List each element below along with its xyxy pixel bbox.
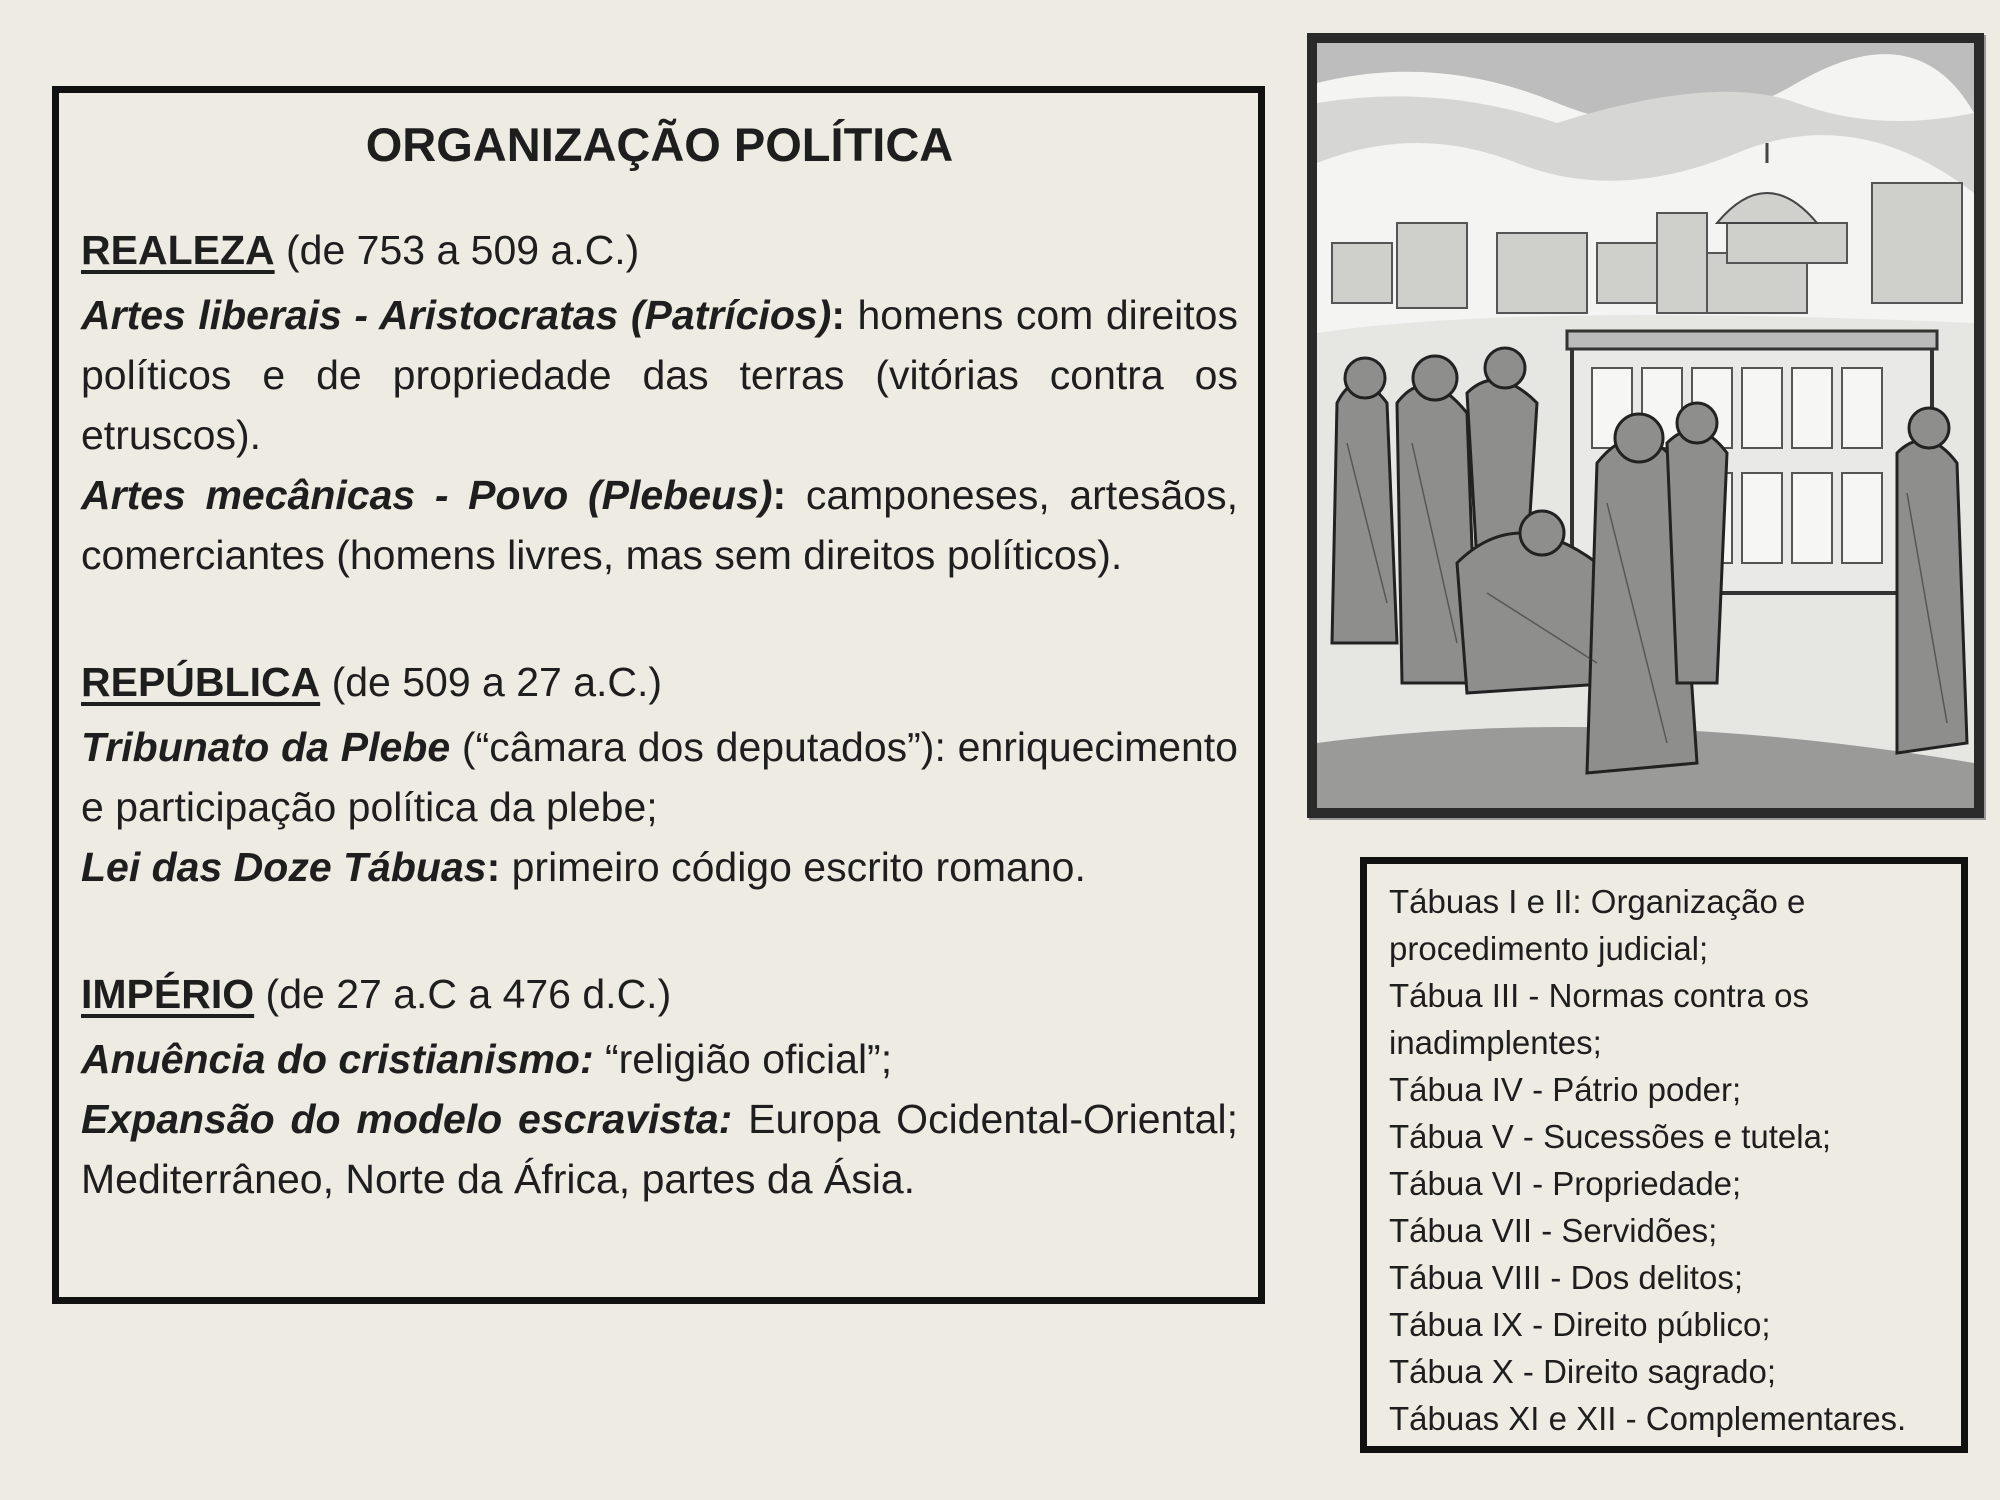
section-name: IMPÉRIO [81,971,255,1018]
section-dates: (de 509 a 27 a.C.) [331,659,663,706]
paragraph [81,717,1238,837]
term-colon: : [772,472,787,519]
term: Expansão do modelo escravista: [81,1096,733,1143]
tables-list-line: Tábua IX - Direito público; [1389,1306,1771,1343]
section-realeza [81,221,1238,585]
description: Europa Ocidental-Oriental; Mediterrâneo, Norte da África, partes da Ásia. [81,1096,1238,1203]
section-name: REALEZA [81,227,275,274]
term: Anuência do cristianismo: [81,1036,594,1083]
tables-list-line: Tábua X - Direito sagrado; [1389,1353,1777,1390]
description: (“câmara dos deputados”): enriquecimento e participação política da plebe; [81,724,1238,831]
section-dates: (de 753 a 509 a.C.) [286,227,640,274]
tables-list-line: procedimento judicial; [1389,930,1709,967]
tables-list-line: inadimplentes; [1389,1024,1602,1061]
section-imperio [81,965,1238,1209]
tables-list-line: Tábua IV - Pátrio poder; [1389,1071,1742,1108]
tables-list-line: Tábua VIII - Dos delitos; [1389,1259,1743,1296]
section-dates: (de 27 a.C a 476 d.C.) [265,971,672,1018]
tables-list-line: Tábuas XI e XII - Complementares. [1389,1400,1907,1437]
paragraph [81,285,1238,465]
term-colon: : [486,844,501,891]
tables-list-line: Tábuas I e II: Organização e [1389,883,1806,920]
term: Artes liberais - Aristocratas (Patrícios) [81,292,832,339]
tables-list-line: Tábua III - Normas contra os [1389,977,1809,1014]
term: Artes mecânicas - Povo (Plebeus) [81,472,773,519]
tables-list-line: Tábua V - Sucessões e tutela; [1389,1118,1832,1155]
description: “religião oficial”; [593,1036,893,1083]
description: primeiro código escrito romano. [500,844,1086,891]
term-colon: : [831,292,845,339]
paragraph [81,465,1238,585]
term: Tribunato da Plebe [81,724,451,771]
engraving-image [1307,33,1984,818]
tables-lines-container [1389,878,1961,1442]
section-heading [81,221,1238,279]
roman-forum-engraving [1317,43,1974,808]
section-republica [81,653,1238,897]
section-name: REPÚBLICA [81,659,321,706]
paragraph [81,1029,1238,1089]
political-organization-panel [52,86,1265,1304]
twelve-tables-list [1360,857,1968,1453]
paragraph [81,837,1238,897]
term: Lei das Doze Tábuas [81,844,487,891]
tables-list-line: Tábua VI - Propriedade; [1389,1165,1742,1202]
section-heading [81,965,1238,1023]
description: homens com direitos políticos e de propriedade das terras (vitórias contra os etruscos). [81,292,1238,459]
section-heading [81,653,1238,711]
paragraph [81,1089,1238,1209]
page-title: ORGANIZAÇÃO POLÍTICA [365,118,954,171]
tables-list-line: Tábua VII - Servidões; [1389,1212,1718,1249]
description: camponeses, artesãos, comerciantes (homens livres, mas sem direitos políticos). [81,472,1238,579]
